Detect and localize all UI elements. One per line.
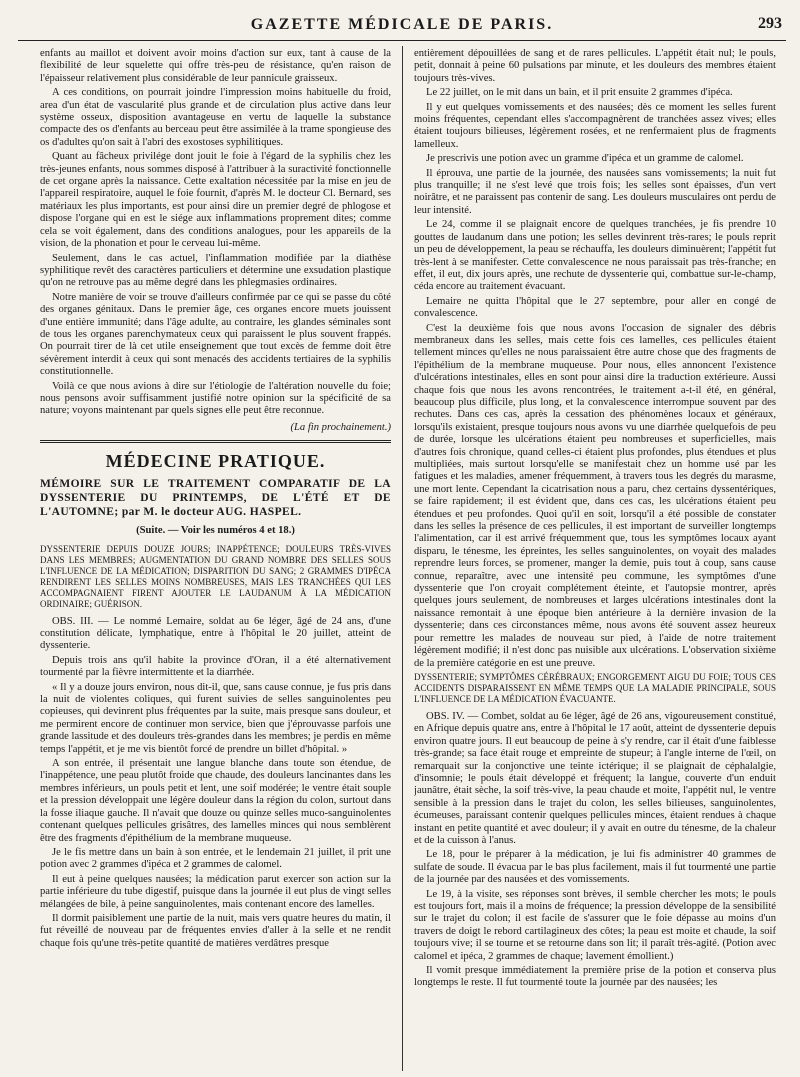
paragraph: Le 18, pour le préparer à la médication, je lui fis administrer 40 grammes de sulfate de soude. Il évacua par le bas plus facilement, mais il fut tourmenté une partie de la journée par des nausées et des vomissements.: [414, 849, 776, 886]
paragraph: Le 19, à la visite, ses réponses sont brèves, il semble chercher les mots; le pouls est toujours fort, mais il a moins de fréquence; la pression développe de la sensibilité sur le trajet du colon; il est facile de s'assurer que le foie dépasse au moins d'un travers de doigt le rebord cartilagineux des côtes; la peau est moite et chaude, la soif toujours vive; il se tourne et se retourne dans son lit; il paraît très-agité. (Potion avec calomel et ipéca, 2 grammes de chaque; lavement émollient.): [414, 888, 776, 962]
paragraph: Voilà ce que nous avions à dire sur l'étiologie de l'altération nouvelle du foie; nous pensons avoir suffisamment justifié notre opinion sur la spécificité de sa nature; voyons maintenant par quels signes elle peut être reconnue.: [40, 380, 391, 417]
paragraph: entièrement dépouillées de sang et de rares pellicules. L'appétit était nul; le pouls, petit, donnait à peine 60 pulsations par minute, et les douleurs des membres étaient toujours très-vives.: [414, 48, 776, 84]
section-title: MÉDECINE PRATIQUE.: [105, 451, 326, 472]
paragraph: Il dormit paisiblement une partie de la nuit, mais vers quatre heures du matin, il fut réveillé de nouveau par de fréquentes envies d'aller à la selle et ne rendit chaque fois qu'une très-petite quantité de matières verdâtres presque: [40, 912, 391, 949]
paragraph: Il eut à peine quelques nausées; la médication parut exercer son action sur la partie inférieure du tube digestif, puisque dans la journée il eut plus de vingt selles mélangées de bile, à peine sanguinolentes, mais contenant encore des lamelles.: [40, 873, 391, 910]
paragraph: Il éprouva, une partie de la journée, des nausées sans vomissements; la nuit fut plus tranquille; il ne s'est levé que trois fois; les selles sont épaisses, d'un vert noirâtre, et ne paraissent pas contenir de sang. Les douleurs musculaires ont perdu de leur intensité.: [414, 167, 776, 216]
page-header: [18, 14, 786, 41]
journal-title: GAZETTE MÉDICALE DE PARIS.: [250, 16, 554, 33]
paragraph: Il vomit presque immédiatement la première prise de la potion et conserva plus longtemps le reste. Il fut tourmenté toute la journée par des nausées; les: [414, 965, 776, 989]
paragraph: Seulement, dans le cas actuel, l'inflammation modifiée par la diathèse syphilitique revêt des caractères particuliers et détermine une exsudation plastique qu'on ne retrouve pas au même degré dans les phlegmasies ordinaires.: [40, 252, 391, 289]
paragraph: « Il y a douze jours environ, nous dit-il, que, sans cause connue, je fus pris dans la nuit de violentes coliques, qui furent suivies de selles sanguinolentes peu copieuses, qui devinrent plus fréquentes par la suite, mais presque sans douleur, et me permirent encore de continuer mon service, bien que j'éprouvasse parfois une grande lassitude et des douleurs très-grandes dans les membres; je perdis en même temps l'appétit, et je me vis bientôt forcé de prendre un billet d'hôpital. »: [40, 681, 391, 755]
paragraph: Le 22 juillet, on le mit dans un bain, et il prit ensuite 2 grammes d'ipéca.: [426, 87, 733, 99]
paragraph: Je prescrivis une potion avec un gramme d'ipéca et un gramme de calomel.: [426, 153, 744, 165]
left-column: [40, 48, 391, 1071]
memoir-title: MÉMOIRE SUR LE TRAITEMENT COMPARATIF DE LA DYSSENTERIE DU PRINTEMPS, DE L'ÉTÉ ET DE L'AUTOMNE; par M. le docteur AUG. HASPEL.: [40, 478, 391, 519]
paragraph: Je le fis mettre dans un bain à son entrée, et le lendemain 21 juillet, il prit une potion avec 2 grammes d'ipéca et 2 grammes de calomel.: [40, 846, 391, 871]
paragraph: Quant au fâcheux privilége dont jouit le foie à l'égard de la syphilis chez les très-jeunes enfants, nous sommes disposé à l'attribuer à la suractivité fonctionnelle de cet organe après la naissance. Cette exaltation nécessitée par la mise en jeu de l'appareil respiratoire, auquel le foie fournit, d'après M. le docteur Cl. Bernard, ses matériaux les plus importants, est pour ainsi dire un premier degré de phlogose et dispose l'organe qui en est le siége aux inflammations proprement dites; comme cela se voit également, dans des conditions analogues, pour les appareils de la vision, de la phonation et pour le cerveau lui-même.: [40, 151, 391, 250]
paragraph: Il y eut quelques vomissements et des nausées; dès ce moment les selles furent moins fréquentes, cependant elles s'accompagnèrent de tranchées assez vives; elles étaient toujours bilieuses, légèrement rosées, et ne renfermaient plus de fragments lamelleux.: [414, 101, 776, 150]
paragraph: Lemaire ne quitta l'hôpital que le 27 septembre, pour aller en congé de convalescence.: [414, 295, 776, 320]
paragraph: A ces conditions, on pourrait joindre l'impression moins habituelle du froid, area d'un état de vascularité plus grande et de circulation plus active dans leur système osseux, disposition avantageuse en vertu de laquelle la substance compacte des os d'enfants au berceau peut être assimilée à la trame spongieuse des os d'adultes qu'on sait à l'abri des exostoses syphilitiques.: [40, 87, 391, 148]
paragraph: Depuis trois ans qu'il habite la province d'Oran, il a été alternativement tourmenté par la fièvre intermittente et la diarrhée.: [40, 654, 391, 679]
page-number: 293: [758, 15, 782, 32]
paragraph: enfants au maillot et doivent avoir moins d'action sur eux, tant à cause de la flexibilité de leur squelette qui offre très-peu de résistance, qu'en raison de l'épaisseur relativement plus considérable de leur pannicule graisseux.: [40, 48, 391, 84]
section-divider: [40, 440, 391, 443]
observation-summary: DYSSENTERIE; SYMPTÔMES CÉRÉBRAUX; ENGORGEMENT AIGU DU FOIE; TOUS CES ACCIDENTS DISPARAISSENT EN MÊME TEMPS QUE LA MALADIE PRINCIPALE, SOUS L'INFLUENCE DE LA MÉDICATION ÉVACUANTE.: [414, 671, 776, 704]
paragraph: A son entrée, il présentait une langue blanche dans toute son étendue, de l'inappétence, une peau plutôt froide que chaude, des douleurs lancinantes dans les membres inférieurs, un pouls petit et lent, une soif modérée; le ventre était souple et la pression développait une légère douleur dans la région du colon, surtout dans la fosse iliaque gauche. Il n'avait que douze ou quinze selles muco-sanguinolentes contenant quelques pellicules grisâtres, des lamelles minces qui nous semblèrent être des fragments d'épithélium de la membrane muqueuse.: [40, 758, 391, 844]
series-note: (Suite. — Voir les numéros 4 et 18.): [136, 525, 295, 537]
observation-summary: DYSSENTERIE DEPUIS DOUZE JOURS; INAPPÉTENCE; DOULEURS TRÈS-VIVES DANS LES MEMBRES; AUGMENTATION DU GRAND NOMBRE DES SELLES SOUS L'INFLUENCE DE LA MÉDICATION; DISPARITION DU SANG; 2 GRAMMES D'IPÉCA RENDIRENT LES SELLES MOINS NOMBREUSES, MAIS LES TRANCHÉES QUI LES ACCOMPAGNAIENT FIRENT AJOUTER LE LAUDANUM À LA MÉDICATION ORDINAIRE; GUÉRISON.: [40, 543, 391, 609]
right-column: [414, 48, 776, 1071]
paragraph: Notre manière de voir se trouve d'ailleurs confirmée par ce qui se passe du côté des organes génitaux. Dans le premier âge, ces organes encore muets jouissent d'une entière immunité; dans l'âge adulte, au contraire, les glandes séminales sont de tous les organes parenchymateux ceux qui paraissent le plus souvent frappés. On pourrait tirer de là cet utile enseignement que tout excès de femme doit être sévèrement interdit à ceux qui sont menacés des accidents tertiaires de la syphilis constitutionnelle.: [40, 291, 391, 378]
continuation-note: (La fin prochainement.): [290, 421, 391, 433]
column-divider: [402, 46, 403, 1071]
paragraph: OBS. III. — Le nommé Lemaire, soldat au 6e léger, âgé de 24 ans, d'une constitution délicate, lymphatique, entre à l'hôpital le 20 juillet, atteint de dyssenterie.: [40, 615, 391, 652]
paragraph: Le 24, comme il se plaignait encore de quelques tranchées, je fis prendre 10 gouttes de laudanum dans une potion; les selles devinrent très-rares; le pouls reprit un peu de développement, la peau se réchauffa, les douleurs diminuèrent; l'appétit fut très-lent à se manifester. Cette convalescence ne nous paraissait pas très-franche; en effet, il eut, dix jours après, une rechute de dyssenterie qui, combattue sur-le-champ, céda encore au traitement évacuant.: [414, 219, 776, 293]
paragraph: OBS. IV. — Combet, soldat au 6e léger, âgé de 26 ans, vigoureusement constitué, en Afrique depuis quatre ans, entre à l'hôpital le 17 août, atteint de dyssenterie depuis environ quatre jours. Il eut beaucoup de peine à s'y rendre, car il était d'une faiblesse très-grande; sa face était rouge et empreinte de stupeur; à l'angle interne de l'œil, on remarquait sur la conjonctive une teinte ictérique; il se plaignait de céphalalgie, d'insomnie; le pouls était développé et fréquent; la langue, couverte d'un enduit jaunâtre, était sèche, la soif très-vive, la peau chaude et moite, l'appétit nul, le ventre sensible à la pression dans le trajet du colon, les selles bilieuses, sanguinolentes, écumeuses, paraissant contenir quelques pellicules minces, étaient rendues à chaque instant en petite quantité et avec douleur; il y avait en outre du ténesme, de la chaleur et de la cuisson à l'anus.: [414, 710, 776, 846]
paragraph: C'est la deuxième fois que nous avons l'occasion de signaler des débris membraneux dans les selles, mais cette fois ces lamelles, ces pellicules étaient tellement minces qu'elles ne nous paraissaient être autre chose que des fragments de l'épithélium de la membrane muqueuse. Pour nous, elles annoncent l'existence d'ulcérations intestinales, elles en sont pour ainsi dire la traduction extérieure. Aussi chaque fois que nous les avons rencontrées, le traitement a-t-il été, en général, beaucoup plus difficile, plus long, et la convalescence interrompue souvent par des rechutes. Dans ces cas, après la cessation des phénomènes locaux et généraux, lorsqu'ils existaient, presque toujours nous avons vu une diarrhée quelquefois de peu de durée, lorsque les ulcérations étaient peu nombreuses et superficielles, mais d'autres fois chronique, quand celles-ci étaient plus profondes, plus étendues et plus multipliées, mais surtout lorsqu'elle se manifestait chez un homme usé par les fatigues et les maladies, amener fréquemment, à travers tous les degrés du marasme, une mort lente. Cependant la cicatrisation nous a paru, chez certains dyssentériques, se faire rapidement; il est évident que, dans ces cas, les ulcérations étaient peu étendues et peu profondes. Quoi qu'il en soit, lorsqu'il a été possible de constater dans les selles la présence de ces pellicules, il est important de surveiller longtemps l'alimentation, car il est arrivé fréquemment que, tous les symptômes locaux ayant disparu, le ténesme, les épreintes, les selles sanguinolentes, on voyait des malades reprendre leurs forces, se promener, manger la demie, puis tout à coup, sans cause connue, reparaître, avec une intensité peu commune, les symptômes d'une dyssenterie que l'on croyait complétement éteinte, et l'autopsie montrer, après quelques jours seulement, de nombreuses et larges ulcérations intestinales dont la naissance remontait à une époque bien antérieure à la dernière invasion de la dyssenterie; dans ces circonstances même, nous avons été souvent assez heureux pour remettre les malades de nouveau sur pied, à l'aide de notre traitement légèrement modifié; il n'est donc pas nuisible aux ulcérations. L'observation sixième de la première catégorie en est une preuve.: [414, 322, 776, 669]
